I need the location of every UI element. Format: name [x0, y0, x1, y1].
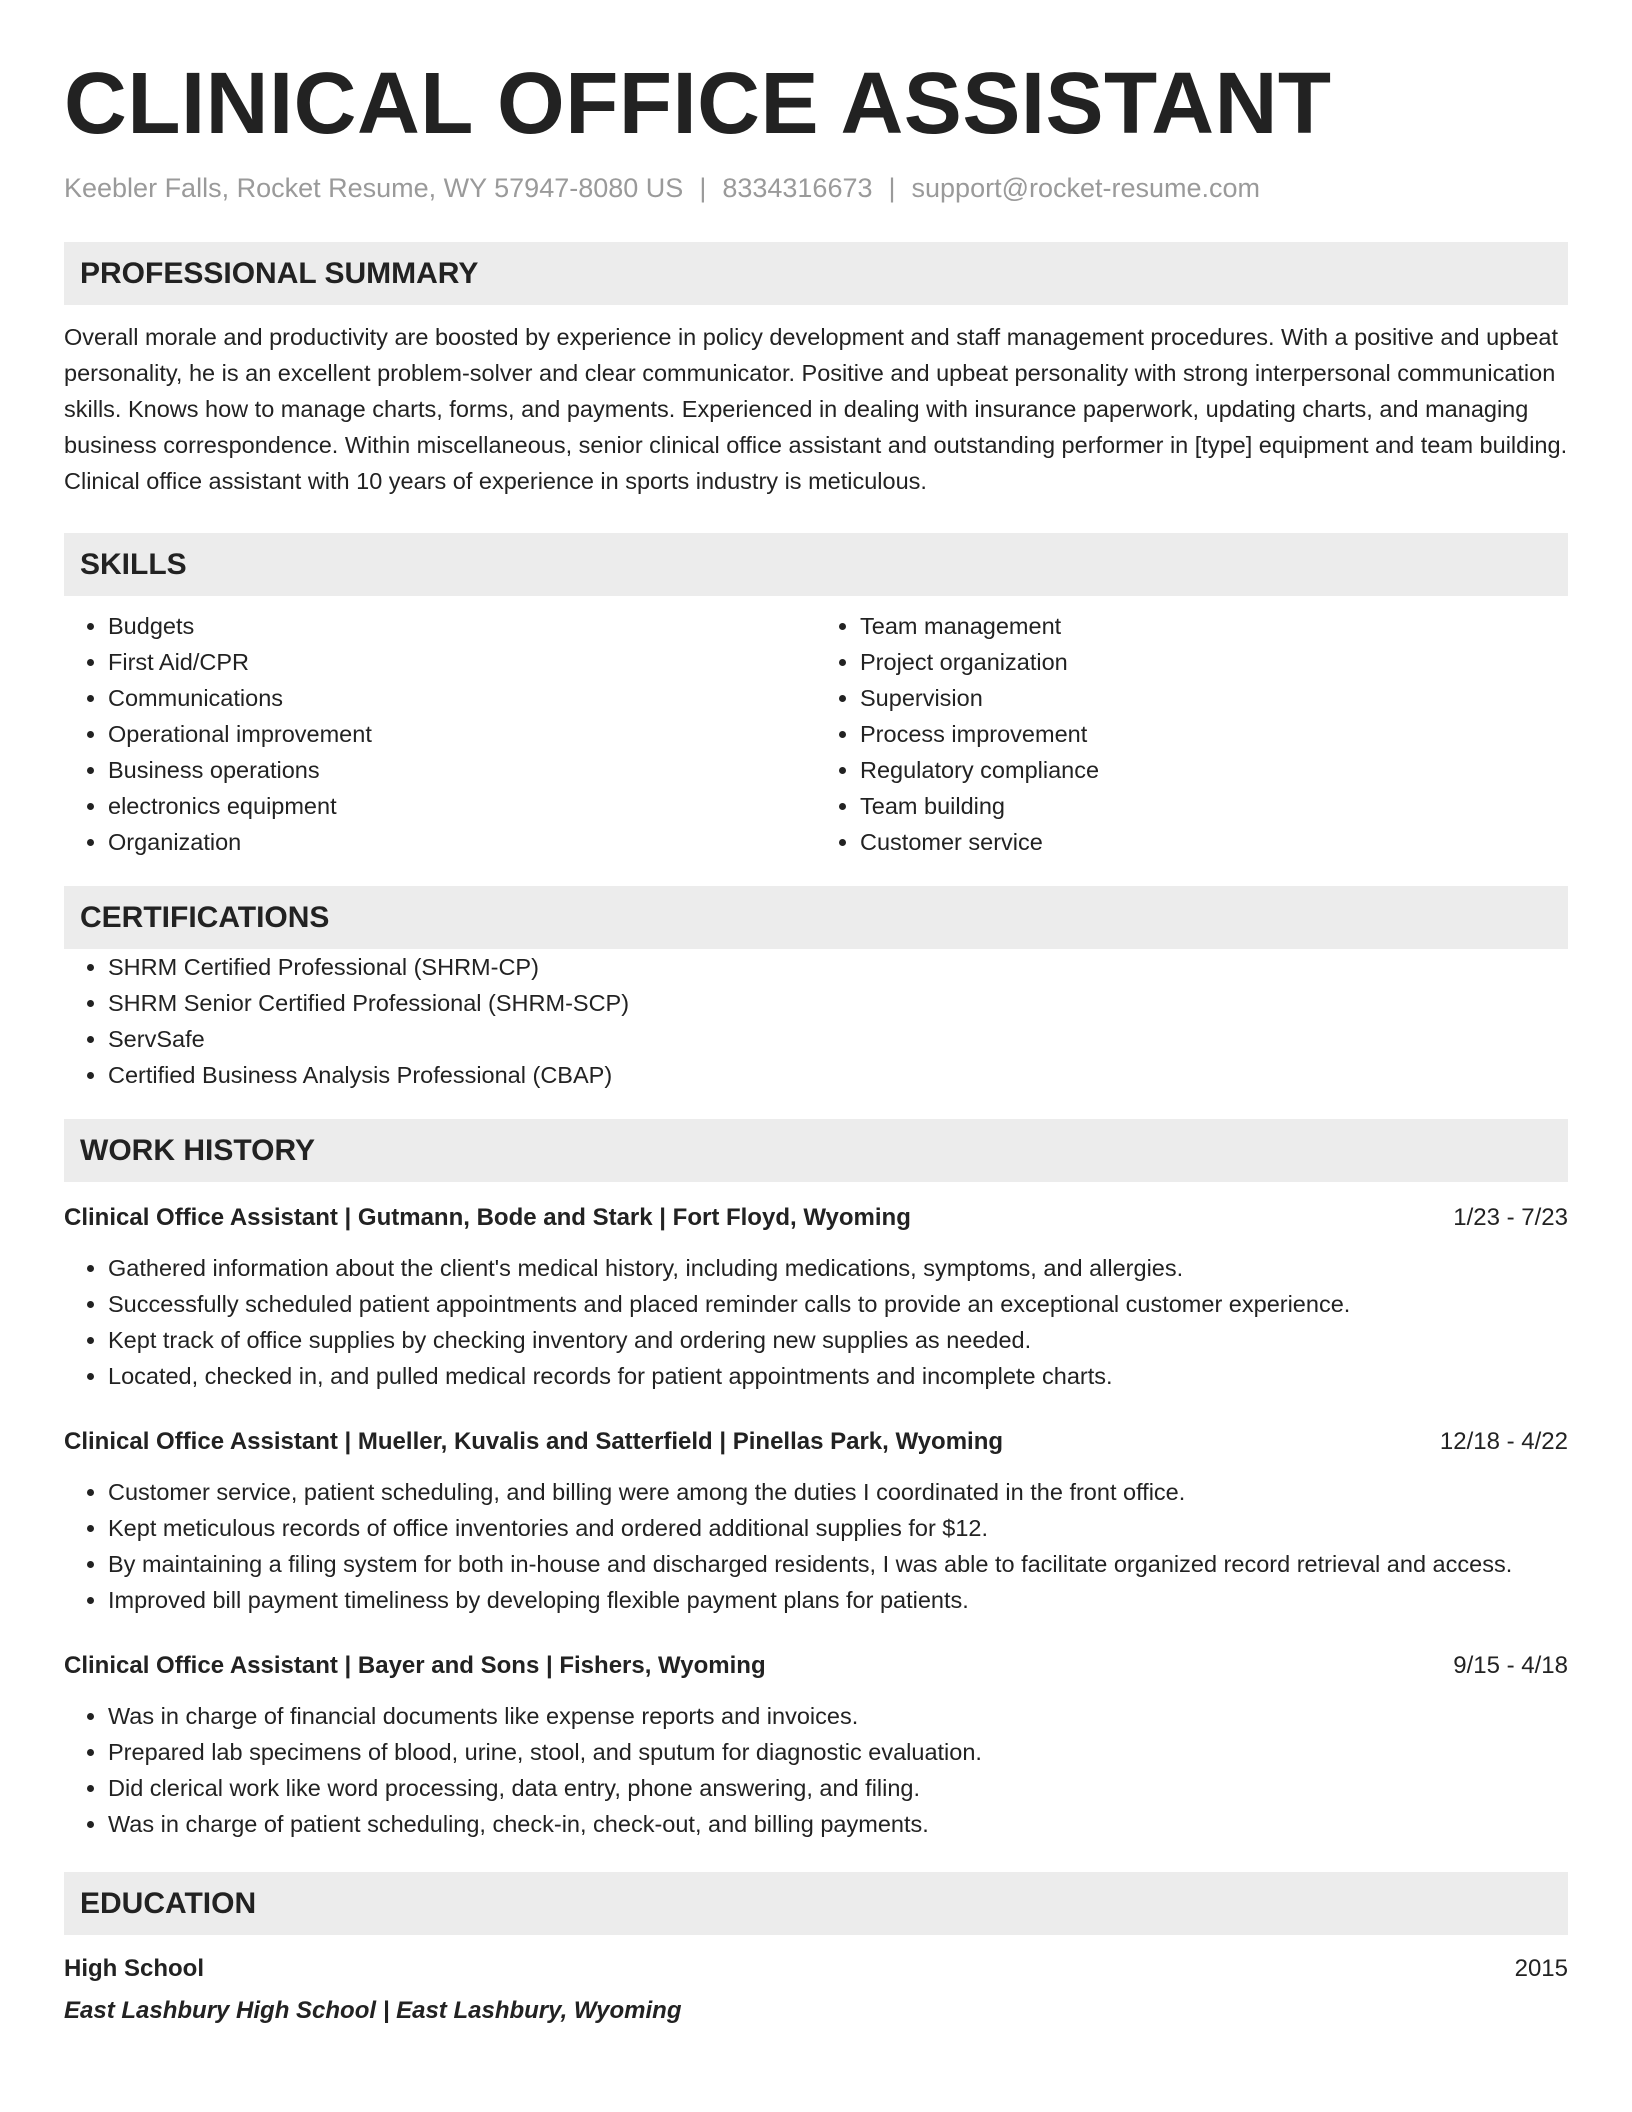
job-entry: [64, 1648, 1568, 1842]
job-duty: • Improved bill payment timeliness by developing flexible payment plans for patients.: [108, 1582, 1568, 1618]
job-duty: • Was in charge of financial documents like expense reports and invoices.: [108, 1698, 1568, 1734]
education-degree: High School: [64, 1955, 204, 1982]
contact-separator: |: [888, 173, 896, 203]
job-duty: • Was in charge of patient scheduling, check-in, check-out, and billing payments.: [108, 1806, 1568, 1842]
certifications-list: [64, 949, 1568, 1093]
job-duty: • Kept meticulous records of office inventories and ordered additional supplies for $12.: [108, 1510, 1568, 1546]
summary-text: Overall morale and productivity are boosted by experience in policy development and staff management procedures. With a positive and upbeat personality, he is an excellent problem-solver and clear communicator. Positive and upbeat personality with strong interpersonal communication skills. Knows how to manage charts, forms, and payments. Experienced in dealing with insurance paperwork, updating charts, and managing business correspondence. Within miscellaneous, senior clinical office assistant and outstanding performer in [type] equipment and team building. Clinical office assistant with 10 years of experience in sports industry is meticulous.: [64, 324, 1568, 494]
job-header: [64, 1424, 1568, 1460]
certification-item: • Certified Business Analysis Professional (CBAP): [108, 1057, 1568, 1093]
job-duty: • Gathered information about the client's medical history, including medications, symptoms, and allergies.: [108, 1250, 1568, 1286]
skill-item: • Team building: [860, 788, 1568, 824]
skill-item: • Regulatory compliance: [860, 752, 1568, 788]
education-school: East Lashbury High School | East Lashbury, Wyoming: [64, 1997, 682, 2024]
skill-item: • electronics equipment: [108, 788, 816, 824]
skill-item: • Team management: [860, 608, 1568, 644]
contact-line: [64, 170, 1568, 206]
job-title: Clinical Office Assistant | Mueller, Kuvalis and Satterfield | Pinellas Park, Wyoming: [64, 1428, 1004, 1455]
skill-item: • First Aid/CPR: [108, 644, 816, 680]
job-dates: 1/23 - 7/23: [1453, 1204, 1568, 1231]
skills-heading: SKILLS: [64, 533, 1568, 596]
skills-list-left: [64, 608, 816, 860]
job-header: [64, 1200, 1568, 1236]
job-duties-list: [64, 1250, 1568, 1394]
job-duty: • Located, checked in, and pulled medical records for patient appointments and incomplete charts.: [108, 1358, 1568, 1394]
job-entry: [64, 1200, 1568, 1394]
job-duties-list: [64, 1474, 1568, 1618]
resume-name: CLINICAL OFFICE ASSISTANT: [64, 55, 1332, 152]
contact-address: Keebler Falls, Rocket Resume, WY 57947-8080 US: [64, 173, 684, 203]
education-header: [64, 1951, 1568, 1987]
skill-item: • Budgets: [108, 608, 816, 644]
certification-item: • ServSafe: [108, 1021, 1568, 1057]
job-duty: • Prepared lab specimens of blood, urine, stool, and sputum for diagnostic evaluation.: [108, 1734, 1568, 1770]
education-heading: EDUCATION: [64, 1872, 1568, 1935]
contact-phone: 8334316673: [722, 173, 873, 203]
work-history-heading: WORK HISTORY: [64, 1119, 1568, 1182]
job-duty: • Did clerical work like word processing, data entry, phone answering, and filing.: [108, 1770, 1568, 1806]
job-title: Clinical Office Assistant | Gutmann, Bode and Stark | Fort Floyd, Wyoming: [64, 1204, 911, 1231]
contact-email: support@rocket-resume.com: [911, 173, 1261, 203]
job-header: [64, 1648, 1568, 1684]
job-duty: • Successfully scheduled patient appointments and placed reminder calls to provide an exceptional customer experience.: [108, 1286, 1568, 1322]
education-year: 2015: [1514, 1955, 1568, 1982]
job-entry: [64, 1424, 1568, 1618]
skill-item: • Customer service: [860, 824, 1568, 860]
job-dates: 12/18 - 4/22: [1439, 1428, 1568, 1455]
contact-separator: |: [699, 173, 707, 203]
skill-item: • Business operations: [108, 752, 816, 788]
skill-item: • Organization: [108, 824, 816, 860]
job-duties-list: [64, 1698, 1568, 1842]
skill-item: • Communications: [108, 680, 816, 716]
skill-item: • Project organization: [860, 644, 1568, 680]
job-duty: • Kept track of office supplies by checking inventory and ordering new supplies as needed.: [108, 1322, 1568, 1358]
certifications-heading: CERTIFICATIONS: [64, 886, 1568, 949]
skills-list-right: [816, 608, 1568, 860]
certification-item: • SHRM Senior Certified Professional (SHRM-SCP): [108, 985, 1568, 1021]
job-title: Clinical Office Assistant | Bayer and Sons | Fishers, Wyoming: [64, 1652, 766, 1679]
job-duty: • Customer service, patient scheduling, and billing were among the duties I coordinated in the front office.: [108, 1474, 1568, 1510]
certification-item: • SHRM Certified Professional (SHRM-CP): [108, 949, 1568, 985]
summary-heading: PROFESSIONAL SUMMARY: [64, 242, 1568, 305]
skill-item: • Operational improvement: [108, 716, 816, 752]
skill-item: • Supervision: [860, 680, 1568, 716]
skill-item: • Process improvement: [860, 716, 1568, 752]
job-duty: • By maintaining a filing system for both in-house and discharged residents, I was able to facilitate organized record retrieval and access.: [108, 1546, 1568, 1582]
skills-grid: [64, 608, 1568, 860]
job-dates: 9/15 - 4/18: [1453, 1652, 1568, 1679]
